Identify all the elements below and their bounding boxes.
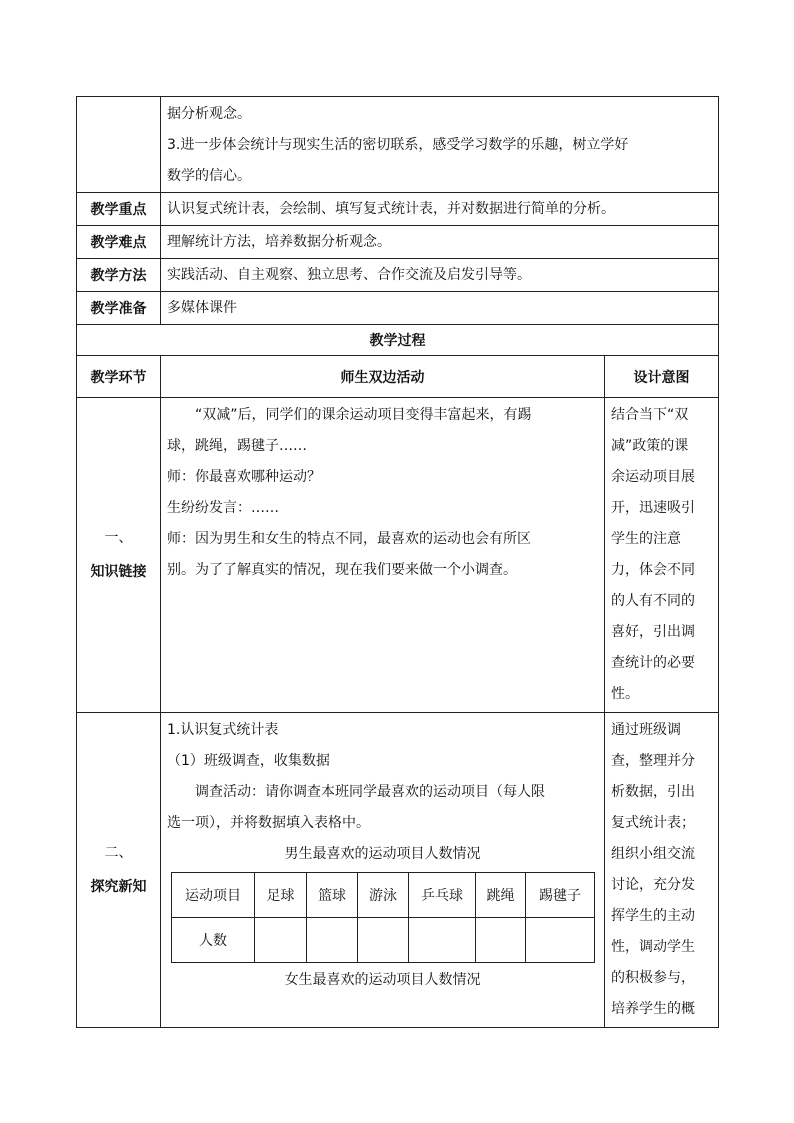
key-points-text: 认识复式统计表，会绘制、填写复式统计表，并对数据进行简单的分析。 [161,193,719,226]
intent-line: 的人有不同的 [611,593,695,609]
intent-line: 力，体会不同 [611,562,695,578]
objectives-label-cell [77,97,161,193]
intent-line: 结合当下“双 [611,407,689,423]
intent-line: 通过班级调 [611,722,681,738]
boys-survey-table [171,872,595,963]
intent-line: 开，迅速吸引 [611,500,695,516]
section-2-intent [605,713,719,1028]
intent-line: 查统计的必要 [611,655,695,671]
intent-line: 性，调动学生 [611,939,695,955]
section-2-number: 二、 [104,845,133,861]
methods-label: 教学方法 [77,259,161,292]
intent-line: 余运动项目展 [611,469,695,485]
section-2-activity [161,713,605,1028]
section-1-number: 一、 [104,530,133,546]
section-1-line: “双减”后，同学们的课余运动项目变得丰富起来，有踢 [195,407,532,423]
preparation-text: 多媒体课件 [161,292,719,325]
boys-table-caption: 男生最喜欢的运动项目人数情况 [284,846,481,862]
survey-header-cell: 跳绳 [476,873,526,918]
objectives-line-3: 数学的信心。 [167,168,251,184]
survey-count-cell[interactable] [358,918,409,963]
section-1-line: 生纷纷发言：…… [167,500,279,516]
preparation-label: 教学准备 [77,292,161,325]
intent-line: 组织小组交流 [611,846,695,862]
process-title-row [77,325,719,356]
objectives-row [77,97,719,193]
lesson-plan-page [76,96,718,1028]
section-1-stage [77,398,161,713]
survey-header-cell: 篮球 [307,873,358,918]
intent-line: 讨论，充分发 [611,877,695,893]
difficulties-text: 理解统计方法，培养数据分析观念。 [161,226,719,259]
section-1-row [77,398,719,713]
intent-line: 减”政策的课 [611,438,689,454]
header-activity: 师生双边活动 [161,356,605,398]
process-header-row [77,356,719,398]
survey-count-cell[interactable] [307,918,358,963]
survey-header-cell: 乒乓球 [409,873,476,918]
survey-header-cell: 踢毽子 [526,873,595,918]
key-points-row [77,193,719,226]
intent-line: 挥学生的主动 [611,908,695,924]
process-title: 教学过程 [77,325,719,356]
section-2-stage [77,713,161,1028]
survey-header-cell: 游泳 [358,873,409,918]
survey-count-cell[interactable] [255,918,307,963]
section-1-line: 师：你最喜欢哪种运动？ [167,469,321,485]
header-intent: 设计意图 [605,356,719,398]
survey-header-cell: 足球 [255,873,307,918]
intent-line: 性。 [611,686,639,702]
section-2-row [77,713,719,1028]
intent-line: 查，整理并分 [611,753,695,769]
survey-count-row [172,918,595,963]
intent-line: 析数据，引出 [611,784,695,800]
survey-count-cell[interactable] [409,918,476,963]
survey-header-row [172,873,595,918]
survey-count-cell[interactable] [526,918,595,963]
section-2-name: 探究新知 [90,879,147,895]
objectives-line-1: 据分析观念。 [167,106,251,122]
objectives-line-2: 3.进一步体会统计与现实生活的密切联系，感受学习数学的乐趣，树立学好 [167,137,629,153]
survey-count-cell[interactable] [476,918,526,963]
methods-row [77,259,719,292]
survey-row-label: 人数 [172,918,255,963]
section-1-line: 球，跳绳，踢毽子…… [167,438,307,454]
section-1-activity [161,398,605,713]
section-1-name: 知识链接 [90,564,147,580]
intent-line: 的积极参与， [611,970,695,986]
lesson-plan-table [76,96,719,1028]
intent-line: 喜好，引出调 [611,624,695,640]
intent-line: 学生的注意 [611,531,681,547]
girls-table-caption: 女生最喜欢的运动项目人数情况 [284,972,481,988]
section-1-line: 师：因为男生和女生的特点不同，最喜欢的运动也会有所区 [167,531,531,547]
key-points-label: 教学重点 [77,193,161,226]
section-2-subheading: （1）班级调查，收集数据 [167,753,330,769]
section-2-instruction-cont: 选一项），并将数据填入表格中。 [167,815,370,831]
section-2-heading: 1.认识复式统计表 [167,722,279,738]
preparation-row [77,292,719,325]
objectives-cell [161,97,719,193]
header-stage: 教学环节 [77,356,161,398]
section-1-line: 别。为了了解真实的情况，现在我们要来做一个小调查。 [167,562,517,578]
intent-line: 复式统计表； [611,815,695,831]
section-1-intent [605,398,719,713]
survey-header-cell: 运动项目 [172,873,255,918]
intent-line: 培养学生的概 [611,1001,695,1017]
methods-text: 实践活动、自主观察、独立思考、合作交流及启发引导等。 [161,259,719,292]
difficulties-label: 教学难点 [77,226,161,259]
section-2-instruction: 调查活动：请你调查本班同学最喜欢的运动项目（每人限 [195,784,545,800]
difficulties-row [77,226,719,259]
